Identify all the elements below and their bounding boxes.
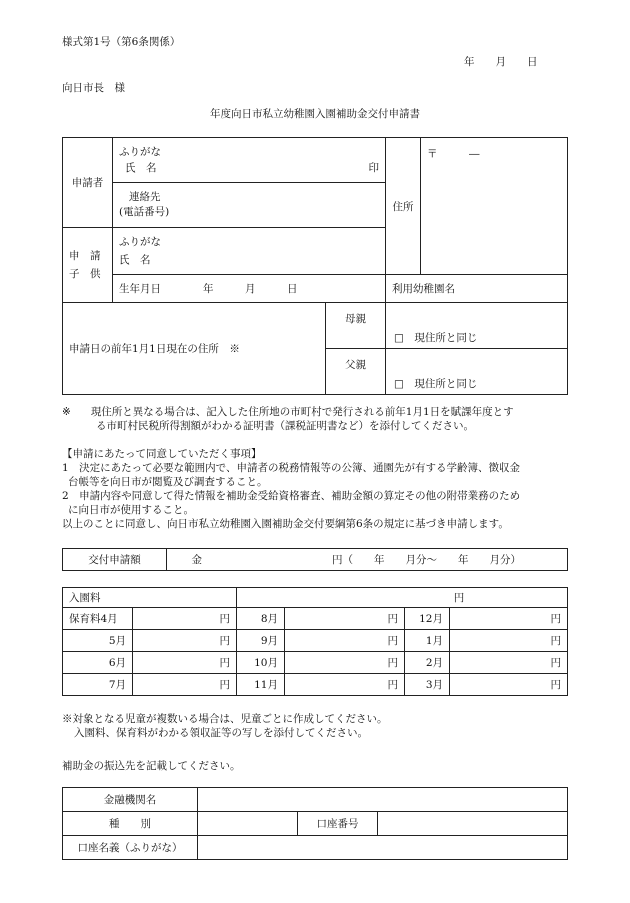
consent-section: 【申請にあたって同意していただく事項】 1 決定にあたって必要な範囲内で、申請者の税務情報等の公簿、通園先が有する学齢簿、徴収金 台帳等を向日市が閲覧及び調査すること。 2 申請内容や同意して得た情報を補助金受給資格審査、補助金額の算定その他の附帯業務のため に向日市が使用すること。 以上のことに同意し、向日市私立幼稚園入園補助金交付要綱第6条の規定に基づき申請します。 [62, 448, 521, 530]
amount-field[interactable]: 円（ 年 月分～ 年 月分） [227, 549, 568, 571]
bank-table [62, 787, 568, 860]
child-furigana-label: ふりがな [119, 236, 161, 248]
bank-intro: 補助金の振込先を記載してください。 [62, 760, 241, 772]
asterisk-note: ※ 現住所と異なる場合は、記入した住所地の市町村で発行される前年1月1日を賦課年度とす る市町村民税所得割額がわかる証明書（課税証明書など）を添付してください。 [62, 406, 514, 432]
month-fee-field[interactable]: 円 [133, 608, 237, 630]
address-label: 住所 [386, 138, 421, 275]
applicant-furigana-label: ふりがな [119, 146, 161, 158]
applicant-label: 申請者 [63, 138, 113, 228]
form-title: 年度向日市私立幼稚園入園補助金交付申請書 [210, 108, 420, 120]
month-fee-field[interactable]: 円 [133, 652, 237, 674]
month-label: 11月 [237, 674, 285, 696]
amount-label: 交付申請額 [63, 549, 167, 571]
account-number-label: 口座番号 [298, 812, 378, 836]
month-label: 保育料4月 [63, 608, 133, 630]
enrollment-label: 入園料 [63, 588, 237, 608]
applicant-name-cell[interactable] [113, 138, 386, 183]
month-label: 12月 [405, 608, 450, 630]
monthly-fees-table [62, 607, 568, 696]
amount-gold-label: 金 [167, 549, 227, 571]
month-fee-field[interactable]: 円 [133, 630, 237, 652]
account-type-label: 種 別 [63, 812, 198, 836]
consent-closing: 以上のことに同意し、向日市私立幼稚園入園補助金交付要綱第6条の規定に基づき申請します。 [62, 518, 509, 530]
fee-row [63, 630, 568, 652]
fee-row [63, 608, 568, 630]
month-fee-field[interactable]: 円 [285, 608, 405, 630]
month-fee-field[interactable]: 円 [450, 608, 568, 630]
seal-label: 印 [368, 162, 380, 174]
father-label: 父親 [326, 349, 386, 395]
month-label: 8月 [237, 608, 285, 630]
institution-label: 金融機関名 [63, 788, 198, 812]
month-fee-field[interactable]: 円 [450, 652, 568, 674]
month-fee-field[interactable]: 円 [285, 652, 405, 674]
form-number: 様式第1号（第6条関係） [62, 36, 181, 48]
child-label: 申 請 子 供 [63, 228, 113, 303]
month-fee-field[interactable]: 円 [133, 674, 237, 696]
amount-table [62, 548, 568, 571]
applicant-name-label: 氏 名 [125, 162, 157, 174]
month-label: 1月 [405, 630, 450, 652]
date-line: 年 月 日 [464, 56, 538, 68]
account-holder-field[interactable] [198, 836, 568, 860]
month-label: 7月 [63, 674, 133, 696]
month-label: 10月 [237, 652, 285, 674]
applicant-table [62, 137, 568, 395]
multiple-children-note: ※対象となる児童が複数いる場合は、児童ごとに作成してください。 入園料、保育料がわかる領収証等の写しを添付してください。 [62, 713, 388, 739]
kindergarten-field[interactable]: 利用幼稚園名 [386, 275, 568, 303]
month-fee-field[interactable]: 円 [285, 630, 405, 652]
fee-row [63, 674, 568, 696]
month-label: 5月 [63, 630, 133, 652]
prior-address-label: 申請日の前年1月1日現在の住所 ※ [63, 303, 326, 395]
child-name-label: 氏 名 [119, 254, 151, 266]
month-label: 2月 [405, 652, 450, 674]
addressee: 向日市長 様 [62, 82, 125, 94]
consent-heading: 【申請にあたって同意していただく事項】 [62, 448, 262, 460]
fee-row [63, 652, 568, 674]
month-label: 9月 [237, 630, 285, 652]
account-type-field[interactable] [198, 812, 298, 836]
phone-label: (電話番号) [119, 206, 170, 218]
account-number-field[interactable] [378, 812, 568, 836]
enrollment-field[interactable]: 円 [237, 588, 568, 608]
month-fee-field[interactable]: 円 [450, 674, 568, 696]
father-same-checkbox[interactable]: □ 現住所と同じ [386, 349, 568, 395]
month-label: 6月 [63, 652, 133, 674]
month-fee-field[interactable]: 円 [285, 674, 405, 696]
mother-label: 母親 [326, 303, 386, 349]
institution-field[interactable] [198, 788, 568, 812]
fees-table [62, 587, 568, 608]
address-field[interactable]: 〒 ― [421, 138, 568, 275]
contact-label: 連絡先 [129, 191, 161, 203]
contact-cell[interactable] [113, 183, 386, 228]
birthdate-field[interactable]: 生年月日 年 月 日 [113, 275, 386, 303]
mother-same-checkbox[interactable]: □ 現住所と同じ [386, 303, 568, 349]
child-name-cell[interactable] [113, 228, 386, 275]
account-holder-label: 口座名義（ふりがな） [63, 836, 198, 860]
month-label: 3月 [405, 674, 450, 696]
month-fee-field[interactable]: 円 [450, 630, 568, 652]
